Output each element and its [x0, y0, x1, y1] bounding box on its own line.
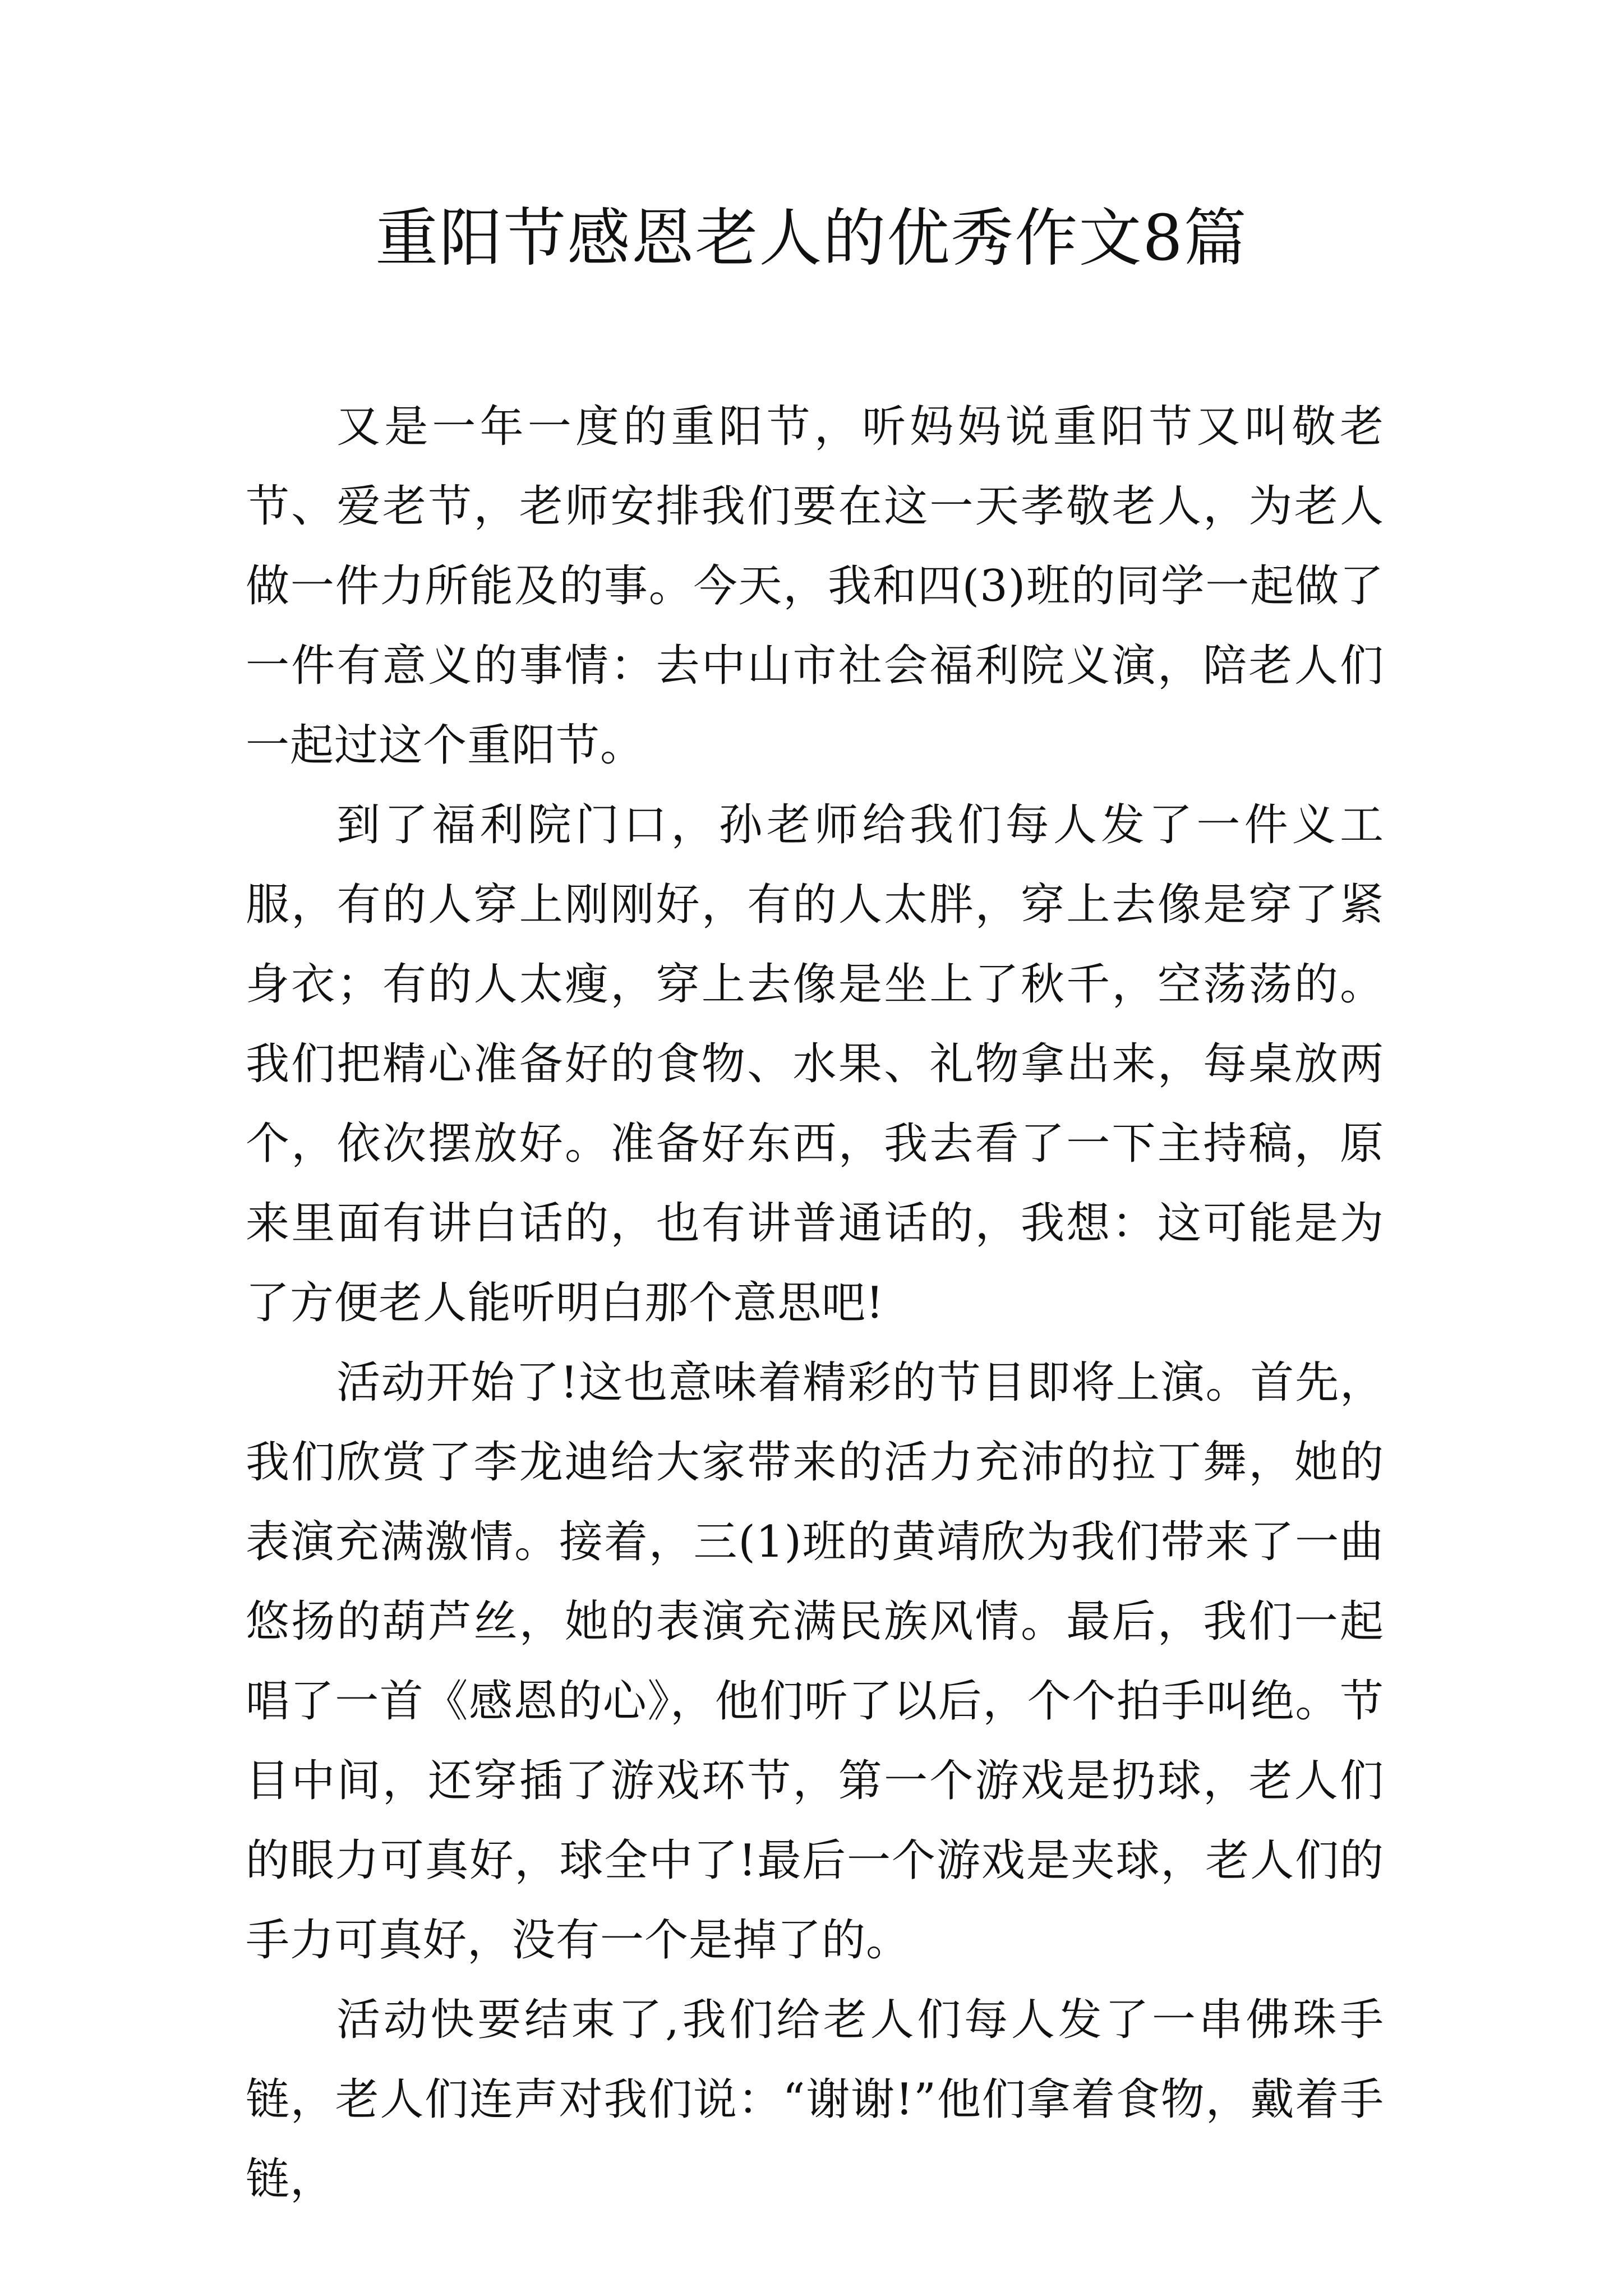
paragraph-2: 到了福利院门口，孙老师给我们每人发了一件义工服，有的人穿上刚刚好，有的人太胖，穿上去像是穿了紧身衣；有的人太瘦，穿上去像是坐上了秋千，空荡荡的。我们把精心准备好的食物、水果、礼物拿出来，每桌放两个，依次摆放好。准备好东西，我去看了一下主持稿，原来里面有讲白话的，也有讲普通话的，我想：这可能是为了方便老人能听明白那个意思吧!: [246, 800, 1384, 1328]
paragraph-4: 活动快要结束了,我们给老人们每人发了一串佛珠手链，老人们连声对我们说：“谢谢!”他们拿着食物，戴着手链，: [246, 1995, 1384, 2205]
paragraph-3: 活动开始了!这也意味着精彩的节目即将上演。首先，我们欣赏了李龙迪给大家带来的活力充沛的拉丁舞，她的表演充满激情。接着，三(1)班的黄靖欣为我们带来了一曲悠扬的葫芦丝，她的表演充满民族风情。最后，我们一起唱了一首《感恩的心》，他们听了以后，个个拍手叫绝。节目中间，还穿插了游戏环节，第一个游戏是扔球，老人们的眼力可真好，球全中了!最后一个游戏是夹球，老人们的手力可真好，没有一个是掉了的。: [246, 1358, 1384, 1966]
paragraph-1: 又是一年一度的重阳节，听妈妈说重阳节又叫敬老节、爱老节，老师安排我们要在这一天孝敬老人，为老人做一件力所能及的事。今天，我和四(3)班的同学一起做了一件有意义的事情：去中山市社会福利院义演，陪老人们一起过这个重阳节。: [246, 402, 1384, 771]
document-title: 重阳节感恩老人的优秀作文8篇: [375, 202, 1248, 275]
document-body: [246, 387, 1384, 2219]
